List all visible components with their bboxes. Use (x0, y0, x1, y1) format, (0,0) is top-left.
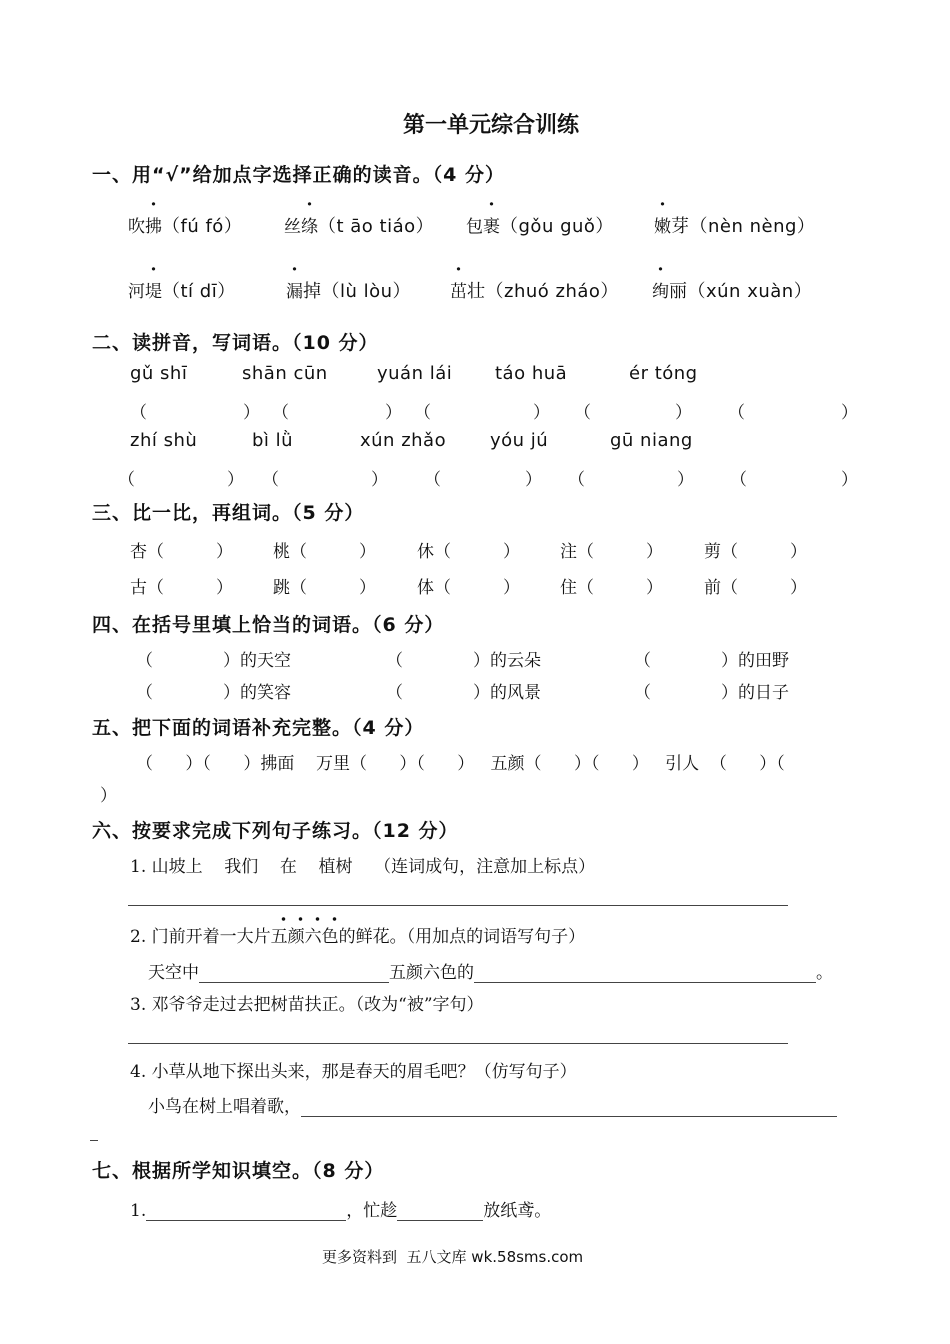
section-7-heading: 七、根据所学知识填空。（8 分） (92, 1160, 385, 1182)
pinyin-6: zhí shù (130, 430, 198, 451)
answer-box[interactable]: （ ） (728, 403, 858, 423)
footer-text: 更多资料到 五八文库 wk.58sms.com (322, 1248, 584, 1266)
pinyin-9: yóu jú (490, 430, 549, 451)
pinyin-4: táo huā (495, 363, 568, 384)
question-3: 3. 邓爷爷走过去把树苗扶正。（改为“被”字句） (130, 995, 484, 1015)
question-7-1[interactable]: 1. ，忙趁 放纸鸢。 (130, 1201, 552, 1221)
compare-item[interactable]: 注（ ） (560, 542, 663, 562)
question-2: 2. 门前开着一大片五颜六色的鲜花。（用加点的词语写句子） (130, 922, 585, 947)
section-1-heading: 一、用“√”给加点字选择正确的读音。（4 分） (92, 164, 505, 186)
compare-item[interactable]: 体（ ） (417, 578, 520, 598)
s1-item-8: 绚丽（xún xuàn） (652, 281, 813, 302)
idiom-line[interactable]: （ ）（ ）拂面 万里（ ）（ ） 五颜（ ）（ ） 引人 （ ）（ (136, 754, 785, 774)
s1-item-7: 茁壮（zhuó zháo） (450, 281, 619, 302)
compare-item[interactable]: 剪（ ） (704, 542, 807, 562)
answer-line[interactable] (128, 905, 788, 906)
compare-item[interactable]: 前（ ） (704, 578, 807, 598)
pinyin-5: ér tóng (629, 363, 698, 384)
s1-item-6: 漏掉（lù lòu） (286, 281, 412, 302)
answer-box[interactable]: （ ） (272, 403, 402, 423)
section-4-heading: 四、在括号里填上恰当的词语。（6 分） (92, 614, 445, 636)
section-2-heading: 二、读拼音，写词语。（10 分） (92, 332, 379, 354)
section-3-heading: 三、比一比，再组词。（5 分） (92, 502, 365, 524)
question-2-answer[interactable]: 天空中 五颜六色的 。 (148, 963, 833, 983)
answer-box[interactable]: （ ） (574, 403, 692, 423)
fill-item[interactable]: （ ）的风景 (386, 683, 541, 703)
answer-box[interactable]: （ ） (262, 470, 388, 490)
answer-box[interactable]: （ ） (424, 470, 542, 490)
question-1: 1. 山坡上 我们 在 植树 （连词成句，注意加上标点） (130, 857, 596, 877)
question-4: 4. 小草从地下探出头来，那是春天的眉毛吧？（仿写句子） (130, 1062, 577, 1082)
compare-item[interactable]: 休（ ） (417, 542, 520, 562)
fill-item[interactable]: （ ）的笑容 (136, 683, 291, 703)
idiom-wrap: ） (100, 786, 117, 806)
compare-item[interactable]: 古（ ） (130, 578, 233, 598)
pinyin-7: bì lǜ (252, 430, 294, 451)
answer-box[interactable]: （ ） (568, 470, 694, 490)
s1-item-4: 嫩芽（nèn nèng） (654, 216, 816, 237)
pinyin-8: xún zhǎo (360, 430, 447, 451)
pinyin-10: gū niang (610, 430, 693, 451)
section-5-heading: 五、把下面的词语补充完整。（4 分） (92, 717, 425, 739)
s1-item-1: 吹拂（fú fó） (128, 216, 243, 237)
pinyin-2: shān cūn (242, 363, 328, 384)
fill-item[interactable]: （ ）的天空 (136, 651, 291, 671)
answer-line[interactable] (128, 1043, 788, 1044)
fill-item[interactable]: （ ）的田野 (634, 651, 789, 671)
s1-item-5: 河堤（tí dī） (128, 281, 236, 302)
answer-box[interactable]: （ ） (730, 470, 858, 490)
compare-item[interactable]: 跳（ ） (273, 578, 376, 598)
section-6-heading: 六、按要求完成下列句子练习。（12 分） (92, 820, 459, 842)
compare-item[interactable]: 桃（ ） (273, 542, 376, 562)
stray-underscore (90, 1140, 98, 1141)
compare-item[interactable]: 杏（ ） (130, 542, 233, 562)
compare-item[interactable]: 住（ ） (560, 578, 663, 598)
answer-box[interactable]: （ ） (118, 470, 244, 490)
answer-box[interactable]: （ ） (414, 403, 550, 423)
s1-item-3: 包裹（gǒu guǒ） (466, 216, 614, 237)
fill-item[interactable]: （ ）的日子 (634, 683, 789, 703)
page-title: 第一单元综合训练 (403, 113, 580, 138)
dotted-word: 五颜六色 (271, 916, 339, 947)
s1-item-2: 丝绦（t āo tiáo） (284, 216, 435, 237)
question-4-answer[interactable]: 小鸟在树上唱着歌， (148, 1092, 837, 1117)
fill-item[interactable]: （ ）的云朵 (386, 651, 541, 671)
answer-box[interactable]: （ ） (130, 403, 260, 423)
pinyin-3: yuán lái (377, 363, 453, 384)
pinyin-1: gǔ shī (130, 363, 188, 384)
